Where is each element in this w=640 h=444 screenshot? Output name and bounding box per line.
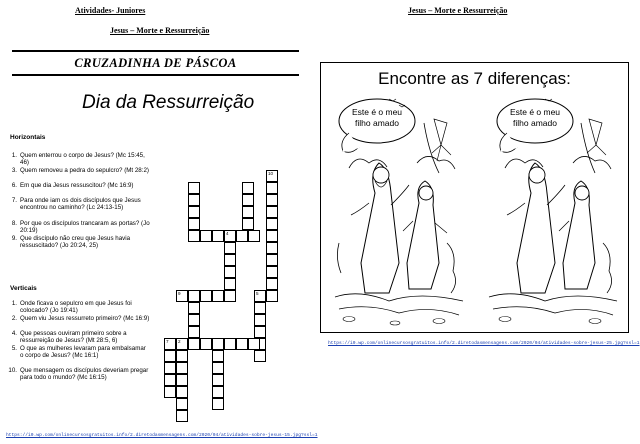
verticals-list: [4, 300, 154, 382]
bubble-right-line1: Este é o meu: [509, 107, 561, 117]
clue-v10: [4, 367, 154, 382]
clue-text: Em que dia Jesus ressuscitou? (Mc 16:9): [20, 182, 134, 189]
crossword-cell[interactable]: [188, 302, 200, 314]
crossword-cell[interactable]: [176, 290, 188, 302]
bubble-left-line2: filho amado: [355, 118, 399, 128]
clue-h3: [4, 167, 154, 182]
crossword-cell[interactable]: [266, 194, 278, 206]
cell-number: 2: [178, 339, 181, 344]
crossword-cell[interactable]: [212, 374, 224, 386]
differences-panel: [320, 62, 629, 333]
crossword-cell[interactable]: [176, 374, 188, 386]
crossword-banner-text: CRUZADINHA DE PÁSCOA: [74, 56, 237, 70]
crossword-cell[interactable]: [224, 254, 236, 266]
clue-text: Onde ficava o sepulcro em que Jesus foi colocado? (Jo 19:41): [20, 300, 132, 315]
clue-v4: [4, 330, 154, 345]
crossword-cell[interactable]: [254, 326, 266, 338]
bubble-right-line2: filho amado: [513, 118, 557, 128]
clue-text: Quem enterrou o corpo de Jesus? (Mc 15:45, 46): [20, 152, 145, 167]
clue-number: 3.: [11, 167, 17, 174]
crossword-cell[interactable]: [242, 194, 254, 206]
bubble-left: [337, 107, 417, 129]
crossword-cell[interactable]: [266, 218, 278, 230]
left-source-link[interactable]: https://i0.wp.com/onlinecursosgratuitos.info/2.diretodasmensagens.com/2020/04/atividades-sobre-jesus-15.jpg?ssl=1: [6, 433, 318, 438]
clue-number: 7.: [11, 197, 17, 204]
crossword-cell[interactable]: [254, 302, 266, 314]
crossword-cell[interactable]: [254, 350, 266, 362]
crossword-cell[interactable]: [176, 410, 188, 422]
clue-number: 9.: [11, 235, 17, 242]
crossword-cell[interactable]: [188, 338, 200, 350]
clue-text: Quem removeu a pedra do sepulcro? (Mt 28:2): [20, 167, 149, 174]
crossword-cell[interactable]: [212, 386, 224, 398]
horizontals-label: Horizontais: [10, 134, 46, 141]
differences-title: Encontre as 7 diferenças:: [378, 69, 571, 88]
clue-text: Que pessoas ouviram primeiro sobre a ressurreição de Jesus? (Mt 28:5, 6): [20, 330, 127, 345]
crossword-cell[interactable]: [266, 206, 278, 218]
right-header-title: Jesus – Morte e Ressurreição: [408, 6, 508, 15]
crossword-cell[interactable]: [188, 230, 200, 242]
clue-h7: [4, 197, 154, 220]
clue-text: Para onde iam os dois discípulos que Jesus encontrou no caminho? (Lc 24:13-15): [20, 197, 141, 212]
clue-v2: [4, 315, 154, 330]
crossword-cell[interactable]: [176, 350, 188, 362]
crossword-cell[interactable]: [176, 338, 188, 350]
crossword-cell[interactable]: [188, 290, 200, 302]
crossword-cell[interactable]: [224, 230, 236, 242]
crossword-cell[interactable]: [176, 362, 188, 374]
clue-text: Que discípulo não creu que Jesus havia ressuscitado? (Jo 20:24, 25): [20, 235, 131, 250]
clue-number: 4.: [11, 330, 17, 337]
crossword-cell[interactable]: [212, 350, 224, 362]
clue-number: 1.: [11, 300, 17, 307]
crossword-cell[interactable]: [266, 170, 278, 182]
crossword-cell[interactable]: [188, 182, 200, 194]
left-header-title: Atividades- Juniores: [75, 6, 146, 15]
crossword-cell[interactable]: [224, 338, 236, 350]
crossword-cell[interactable]: [188, 218, 200, 230]
crossword-cell[interactable]: [164, 374, 176, 386]
crossword-cell[interactable]: [212, 290, 224, 302]
crossword-cell[interactable]: [212, 398, 224, 410]
big-title: Dia da Ressurreição: [82, 92, 255, 113]
crossword-cell[interactable]: [254, 290, 266, 302]
crossword-cell[interactable]: [236, 338, 248, 350]
clue-number: 6.: [11, 182, 17, 189]
clue-h1: [4, 152, 154, 167]
clue-h8: [4, 220, 154, 235]
right-source-link[interactable]: https://i0.wp.com/onlinecursosgratuitos.info/2.diretodasmensagens.com/2020/04/atividades-sobre-jesus-25.jpg?ssl=1: [328, 341, 640, 346]
crossword-cell[interactable]: [242, 206, 254, 218]
clue-text: O que as mulheres levaram para embalsamar o corpo de Jesus? (Mc 16:1): [20, 345, 146, 360]
clue-text: Por que os discípulos trancaram as portas? (Jo 20:19): [20, 220, 150, 235]
crossword-cell[interactable]: [188, 314, 200, 326]
crossword-cell[interactable]: [176, 386, 188, 398]
crossword-cell[interactable]: [224, 266, 236, 278]
crossword-cell[interactable]: [266, 230, 278, 242]
cell-number: 4: [226, 231, 229, 236]
crossword-grid: [160, 165, 310, 430]
left-header-subtitle: Jesus – Morte e Ressurreição: [110, 26, 210, 35]
crossword-cell[interactable]: [164, 362, 176, 374]
crossword-cell[interactable]: [266, 278, 278, 290]
cell-number: 5: [256, 291, 259, 296]
cell-number: 10: [268, 171, 274, 176]
bubble-right: [495, 107, 575, 129]
crossword-cell[interactable]: [266, 290, 278, 302]
crossword-banner: [12, 50, 299, 76]
bubble-left-line1: Este é o meu: [351, 107, 403, 117]
clue-v5: [4, 345, 154, 367]
crossword-cell[interactable]: [200, 338, 212, 350]
clue-number: 10.: [8, 367, 17, 374]
crossword-cell[interactable]: [254, 314, 266, 326]
horizontals-list: [4, 152, 154, 250]
crossword-cell[interactable]: [164, 350, 176, 362]
crossword-cell[interactable]: [224, 278, 236, 290]
crossword-cell[interactable]: [164, 338, 176, 350]
crossword-cell[interactable]: [224, 242, 236, 254]
clue-text: Quem viu Jesus ressurreto primeiro? (Mc 16:9): [20, 315, 150, 322]
crossword-cell[interactable]: [188, 326, 200, 338]
crossword-cell[interactable]: [212, 338, 224, 350]
cell-number: 7: [166, 339, 169, 344]
crossword-cell[interactable]: [188, 206, 200, 218]
cell-number: 9: [178, 291, 181, 296]
crossword-cell[interactable]: [266, 182, 278, 194]
clue-number: 5.: [11, 345, 17, 352]
crossword-cell[interactable]: [266, 242, 278, 254]
crossword-cell[interactable]: [212, 230, 224, 242]
clue-v1: [4, 300, 154, 315]
crossword-cell[interactable]: [242, 182, 254, 194]
crossword-cell[interactable]: [236, 230, 248, 242]
clue-number: 8.: [11, 220, 17, 227]
crossword-cell[interactable]: [248, 338, 260, 350]
verticals-label: Verticais: [10, 285, 37, 292]
crossword-cell[interactable]: [266, 254, 278, 266]
crossword-cell[interactable]: [266, 266, 278, 278]
clue-h9: [4, 235, 154, 250]
crossword-cell[interactable]: [200, 230, 212, 242]
crossword-cell[interactable]: [212, 362, 224, 374]
clue-h6: [4, 182, 154, 197]
crossword-cell[interactable]: [188, 194, 200, 206]
crossword-cell[interactable]: [242, 218, 254, 230]
clue-text: Que mensagem os discípulos deveriam pregar para todo o mundo? (Mc 16:15): [20, 367, 149, 382]
clue-number: 2.: [11, 315, 17, 322]
crossword-cell[interactable]: [200, 290, 212, 302]
crossword-cell[interactable]: [248, 230, 260, 242]
clue-number: 1.: [11, 152, 17, 159]
crossword-cell[interactable]: [224, 290, 236, 302]
crossword-cell[interactable]: [176, 398, 188, 410]
crossword-cell[interactable]: [164, 386, 176, 398]
